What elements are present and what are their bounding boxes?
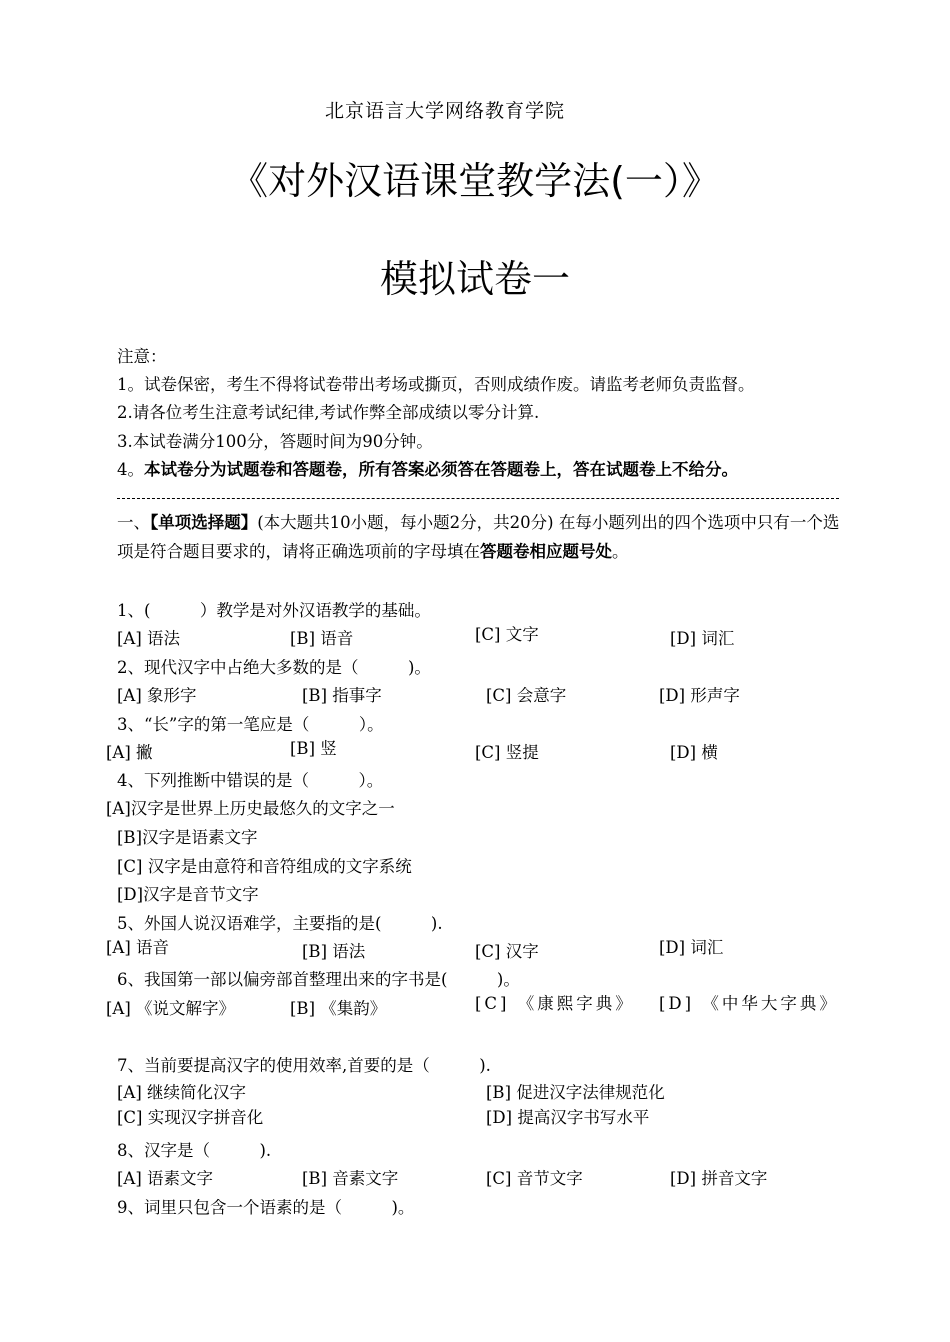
question-7-option-c: [C] 实现汉字拼音化 xyxy=(117,1108,264,1127)
question-1-option-b: [B] 语音 xyxy=(290,629,354,648)
question-3-option-c: [C] 竖提 xyxy=(475,743,539,762)
question-7-option-b: [B] 促进汉字法律规范化 xyxy=(486,1083,665,1102)
question-1-stem: 1、( ）教学是对外汉语教学的基础。 xyxy=(117,601,431,620)
section-1-prefix: 一、 xyxy=(117,513,150,532)
question-4-option-c: [C] 汉字是由意符和音符组成的文字系统 xyxy=(117,857,412,876)
question-2-option-b: [B] 指事字 xyxy=(302,686,382,705)
question-8-stem: 8、汉字是（ ). xyxy=(117,1141,272,1160)
question-5-stem: 5、外国人说汉语难学，主要指的是( ). xyxy=(117,914,443,933)
dashed-divider xyxy=(117,498,839,499)
question-9-stem: 9、词里只包含一个语素的是（ )。 xyxy=(117,1198,415,1217)
question-3-stem: 3、“长”字的第一笔应是（ ）。 xyxy=(117,715,384,734)
question-2-option-a: [A] 象形字 xyxy=(117,686,197,705)
exam-title: 《对外汉语课堂教学法(一）》 xyxy=(230,159,720,203)
question-5-option-a: [A] 语音 xyxy=(106,938,170,957)
notice-item-4-prefix: 4。 xyxy=(117,460,144,479)
question-2-option-c: [C] 会意字 xyxy=(486,686,567,705)
question-7-option-a: [A] 继续简化汉字 xyxy=(117,1083,247,1102)
question-5-option-c: [C] 汉字 xyxy=(475,942,539,961)
question-5-option-d: [D] 词汇 xyxy=(659,938,724,957)
question-8-option-d: [D] 拼音文字 xyxy=(670,1169,768,1188)
institution-name: 北京语言大学网络教育学院 xyxy=(325,100,566,122)
section-1-desc: (本大题共10小题，每小题2分，共20分) 在每小题列出的四个选项中只有一个选项是符合题目要求的，请将正确选项前的字母填在 xyxy=(117,513,840,561)
question-8-option-b: [B] 音素文字 xyxy=(302,1169,399,1188)
question-6-option-c: [C] 《康熙字典》 xyxy=(475,994,635,1013)
question-1-option-c: [C] 文字 xyxy=(475,625,539,644)
notice-label: 注意： xyxy=(117,347,167,366)
notice-item-2: 2.请各位考生注意考试纪律,考试作弊全部成绩以零分计算. xyxy=(117,403,540,422)
question-2-stem: 2、现代汉字中占绝大多数的是（ )。 xyxy=(117,658,431,677)
section-1-heading: 【单项选择题】 xyxy=(150,513,258,532)
question-3-option-d: [D] 横 xyxy=(670,743,718,762)
question-6-stem: 6、我国第一部以偏旁部首整理出来的字书是( )。 xyxy=(117,970,520,989)
question-1-option-d: [D] 词汇 xyxy=(670,629,735,648)
question-8-option-a: [A] 语素文字 xyxy=(117,1169,214,1188)
exam-subtitle: 模拟试卷一 xyxy=(379,257,570,301)
question-3-option-a: [A] 撇 xyxy=(106,743,153,762)
question-7-stem: 7、当前要提高汉字的使用效率,首要的是（ ). xyxy=(117,1056,491,1075)
section-1-desc-end: 。 xyxy=(612,542,629,561)
question-6-option-d: [D] 《中华大字典》 xyxy=(659,994,839,1013)
question-1-option-a: [A] 语法 xyxy=(117,629,181,648)
question-2-option-d: [D] 形声字 xyxy=(659,686,740,705)
question-4-option-d: [D]汉字是音节文字 xyxy=(117,885,259,904)
question-5-option-b: [B] 语法 xyxy=(302,942,366,961)
notice-item-4 xyxy=(117,456,738,480)
question-7-option-d: [D] 提高汉字书写水平 xyxy=(486,1108,650,1127)
question-4-option-a: [A]汉字是世界上历史最悠久的文字之一 xyxy=(106,799,395,818)
question-6-option-b: [B] 《集韵》 xyxy=(290,999,387,1018)
question-6-option-a: [A] 《说文解字》 xyxy=(106,999,236,1018)
section-1-instructions xyxy=(117,508,841,566)
question-8-option-c: [C] 音节文字 xyxy=(486,1169,583,1188)
question-4-stem: 4、下列推断中错误的是（ ）。 xyxy=(117,771,384,790)
question-3-option-b: [B] 竖 xyxy=(290,739,337,758)
notice-item-4-bold: 本试卷分为试题卷和答题卷，所有答案必须答在答题卷上，答在试题卷上不给分。 xyxy=(144,460,738,479)
section-1-desc-bold: 答题卷相应题号处 xyxy=(480,542,612,561)
question-4-option-b: [B]汉字是语素文字 xyxy=(117,828,258,847)
notice-item-3: 3.本试卷满分100分，答题时间为90分钟。 xyxy=(117,432,433,451)
notice-item-1: 1。试卷保密，考生不得将试卷带出考场或撕页，否则成绩作废。请监考老师负责监督。 xyxy=(117,375,755,394)
